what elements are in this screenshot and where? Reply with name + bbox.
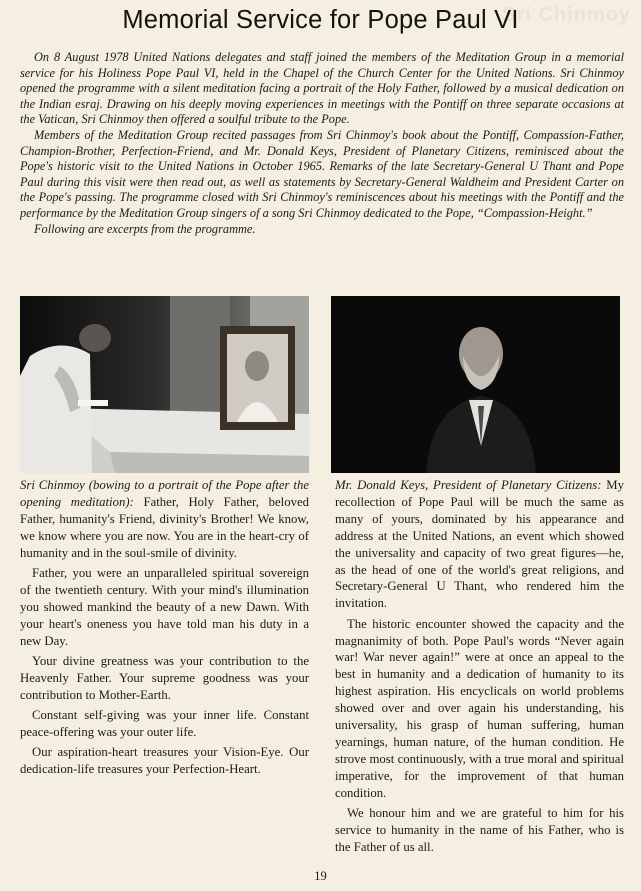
show-through-text: Sri Chinmoy xyxy=(502,4,631,26)
tribute-paragraph: Father, you were an unparalleled spiritual sovereign of the twentieth century. With your mind's illumination you showed mankind the beauty of a new Dawn. With your heart's oneness you have told man his duty in a new Day. xyxy=(20,565,309,648)
right-column xyxy=(335,477,624,859)
tribute-paragraph xyxy=(20,477,309,562)
remarks-paragraph: We honour him and we are grateful to him for his service to humanity in the name of his Father, who is the Father of us all. xyxy=(335,806,624,854)
photo-caption: Sri Chinmoy (bowing to a portrait of the Pope after the opening meditation): xyxy=(20,478,309,509)
intro-paragraph: Following are excerpts from the programme. xyxy=(34,221,256,236)
tribute-paragraph: Our aspiration-heart treasures your Vision-Eye. Our dedication-life treasures your Perfection-Heart. xyxy=(20,745,309,777)
intro-paragraph: Members of the Meditation Group recited passages from Sri Chinmoy's book about the Pontiff, Compassion-Father, Champion-Brother, Perfection-Friend, and Mr. Donald Keys, President of Planetary Citizens, reminisced about the Pope's historic visit to the United Nations in October 1965. Remarks of the late Secretary-General U Thant and Pope Paul during this visit were then read out, as well as statements by Secretary-General Waldheim and President Carter on the Pope's passing. The programme closed with Sri Chinmoy's reminiscences about his meetings with the Pontiff and the performance by the Meditation Group singers of a song Sri Chinmoy dedicated to the Pope, “Compassion-Height.” xyxy=(20,127,624,220)
photo-caption: Mr. Donald Keys, President of Planetary Citizens: xyxy=(335,478,602,492)
photo-bowing-to-portrait xyxy=(20,296,309,473)
photo-donald-keys xyxy=(331,296,620,473)
intro-paragraph: On 8 August 1978 United Nations delegates and staff joined the members of the Meditation Group in a memorial service for his Holiness Pope Paul VI, held in the Chapel of the Church Center for the United Nations. Sri Chinmoy opened the programme with a silent meditation facing a portrait of the Holy Father, followed by a musical dedication on the Indian esraj. Drawing on his deeply moving experiences in meetings with the Pontiff on three separate occasions at the Vatican, Sri Chinmoy then offered a soulful tribute to the Pope. xyxy=(20,50,624,127)
remarks-paragraph xyxy=(335,477,624,612)
remarks-paragraph: The historic encounter showed the capacity and the magnanimity of both. Pope Paul's words “Never again war! War never again!” were at once an appeal to the best in humanity and a dedication of humanity to its highest aspiration. His encyclicals on world problems showed over and over again his understanding, his universality, his grasp of human suffering, human yearnings, human nature, of the human condition. He strove most continuously, with a true moral and spiritual imperative, for the improvement of that human condition. xyxy=(335,616,624,800)
tribute-paragraph: Your divine greatness was your contribution to the Heavenly Father. Your supreme goodness was your contribution to Mother-Earth. xyxy=(20,653,309,702)
intro-text xyxy=(20,50,624,237)
left-column xyxy=(20,477,309,781)
page-number: 19 xyxy=(314,869,327,883)
tribute-text: Father, Holy Father, beloved Father, humanity's Friend, divinity's Brother! We know, we know where you are now. You are in the heart-cry of humanity and in the soul-smile of divinity. xyxy=(20,494,309,560)
tribute-paragraph: Constant self-giving was your inner life. Constant peace-offering was your outer life. xyxy=(20,707,309,739)
page-title: Memorial Service for Pope Paul VI xyxy=(122,6,519,34)
remarks-text: My recollection of Pope Paul will be much the same as many of yours, dominated by his appearance and address at the United Nations, an event which showed the universality and capacity of two great figures—he, as the head of one of the world's great religions, and Secretary-General U Thant, who rendered him the invitation. xyxy=(335,478,625,611)
